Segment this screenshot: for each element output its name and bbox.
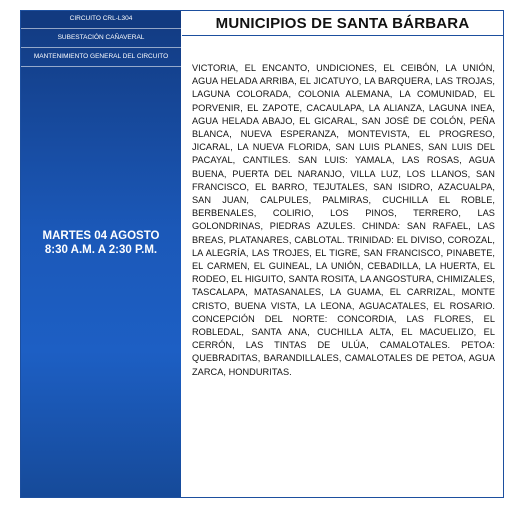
main-panel xyxy=(182,11,503,497)
schedule-date: MARTES 04 AGOSTO xyxy=(42,230,160,242)
maintenance-label: MANTENIMIENTO GENERAL DEL CIRCUITO xyxy=(21,48,181,67)
outage-notice-card xyxy=(20,10,504,498)
schedule-block xyxy=(21,229,181,258)
page-title: MUNICIPIOS DE SANTA BÁRBARA xyxy=(182,11,503,36)
affected-locations-text: VICTORIA, EL ENCANTO, UNDICIONES, EL CEIBÓN, LA UNIÓN, AGUA HELADA ARRIBA, EL JICATUYO, LA BARQUERA, LAS TROJAS, LAGUNA COLORADA, COLONIA ALEMANA, LA COMUNIDAD, EL PORVENIR, EL ZAPOTE, CACAULAPA, LA ALIANZA, LAGUNA INEA, AGUA HELADA ABAJO, EL GICARAL, SAN JOSÉ DE COLÓN, PEÑA BLANCA, NUEVA ESPERANZA, MONTEVISTA, EL PROGRESO, JICARAL, LA NUEVA FLORIDA, SAN LUIS PLANES, SAN LUIS DEL PACAYAL, CANTILES. SAN LUIS: YAMALA, LAS ROSAS, AGUA BUENA, PUERTA DEL NARANJO, VILLA LUZ, LOS LLANOS, SAN FRANCISCO, EL BARRO, TEJUTALES, SAN ISIDRO, AZACUALPA, SAN JUAN, CALPULES, PALMIRAS, CUCHILLA EL ROBLE, BERBENALES, COLIRIO, LOS PINOS, TERRERO, LAS GOLONDRINAS, PIEDRAS AZULES. CHINDA: SAN RAFAEL, LAS BREAS, PLATANARES, CABLOTAL. TRINIDAD: EL DIVISO, COROZAL, LA ALEGRÍA, LAS TROJES, EL TIGRE, SAN FRANCISCO, PINABETE, EL CARMEN, EL GUINEAL, LA UNIÓN, CEBADILLA, LA HUERTA, EL RODEO, EL HIGUITO, SANTA ROSITA, LA ANGOSTURA, CHIMIZALES, TASCALAPA, MATASANALES, LA GUAMA, EL CARRIZAL, MONTE CRISTO, BUENA VISTA, LA LEONA, AGUACATALES, EL ROSARIO. CONCEPCIÓN DEL NORTE: CONCORDIA, LAS FLORES, EL ROBLEDAL, SANTA ANA, CUCHILLA ALTA, EL MACUELIZO, EL CERRÓN, LAS TINTAS DE ULÚA, CAMALOTALES. PETOA: QUEBRADITAS, BARANDILLALES, CAMALOTALES DE PETOA, AGUA ZARCA, HONDURITAS. xyxy=(192,63,495,377)
schedule-time: 8:30 A.M. A 2:30 P.M. xyxy=(44,244,158,257)
schedule-sidebar xyxy=(21,11,181,497)
circuit-label: CIRCUITO CRL-L304 xyxy=(21,11,181,29)
substation-label: SUBESTACIÓN CAÑAVERAL xyxy=(21,29,181,48)
